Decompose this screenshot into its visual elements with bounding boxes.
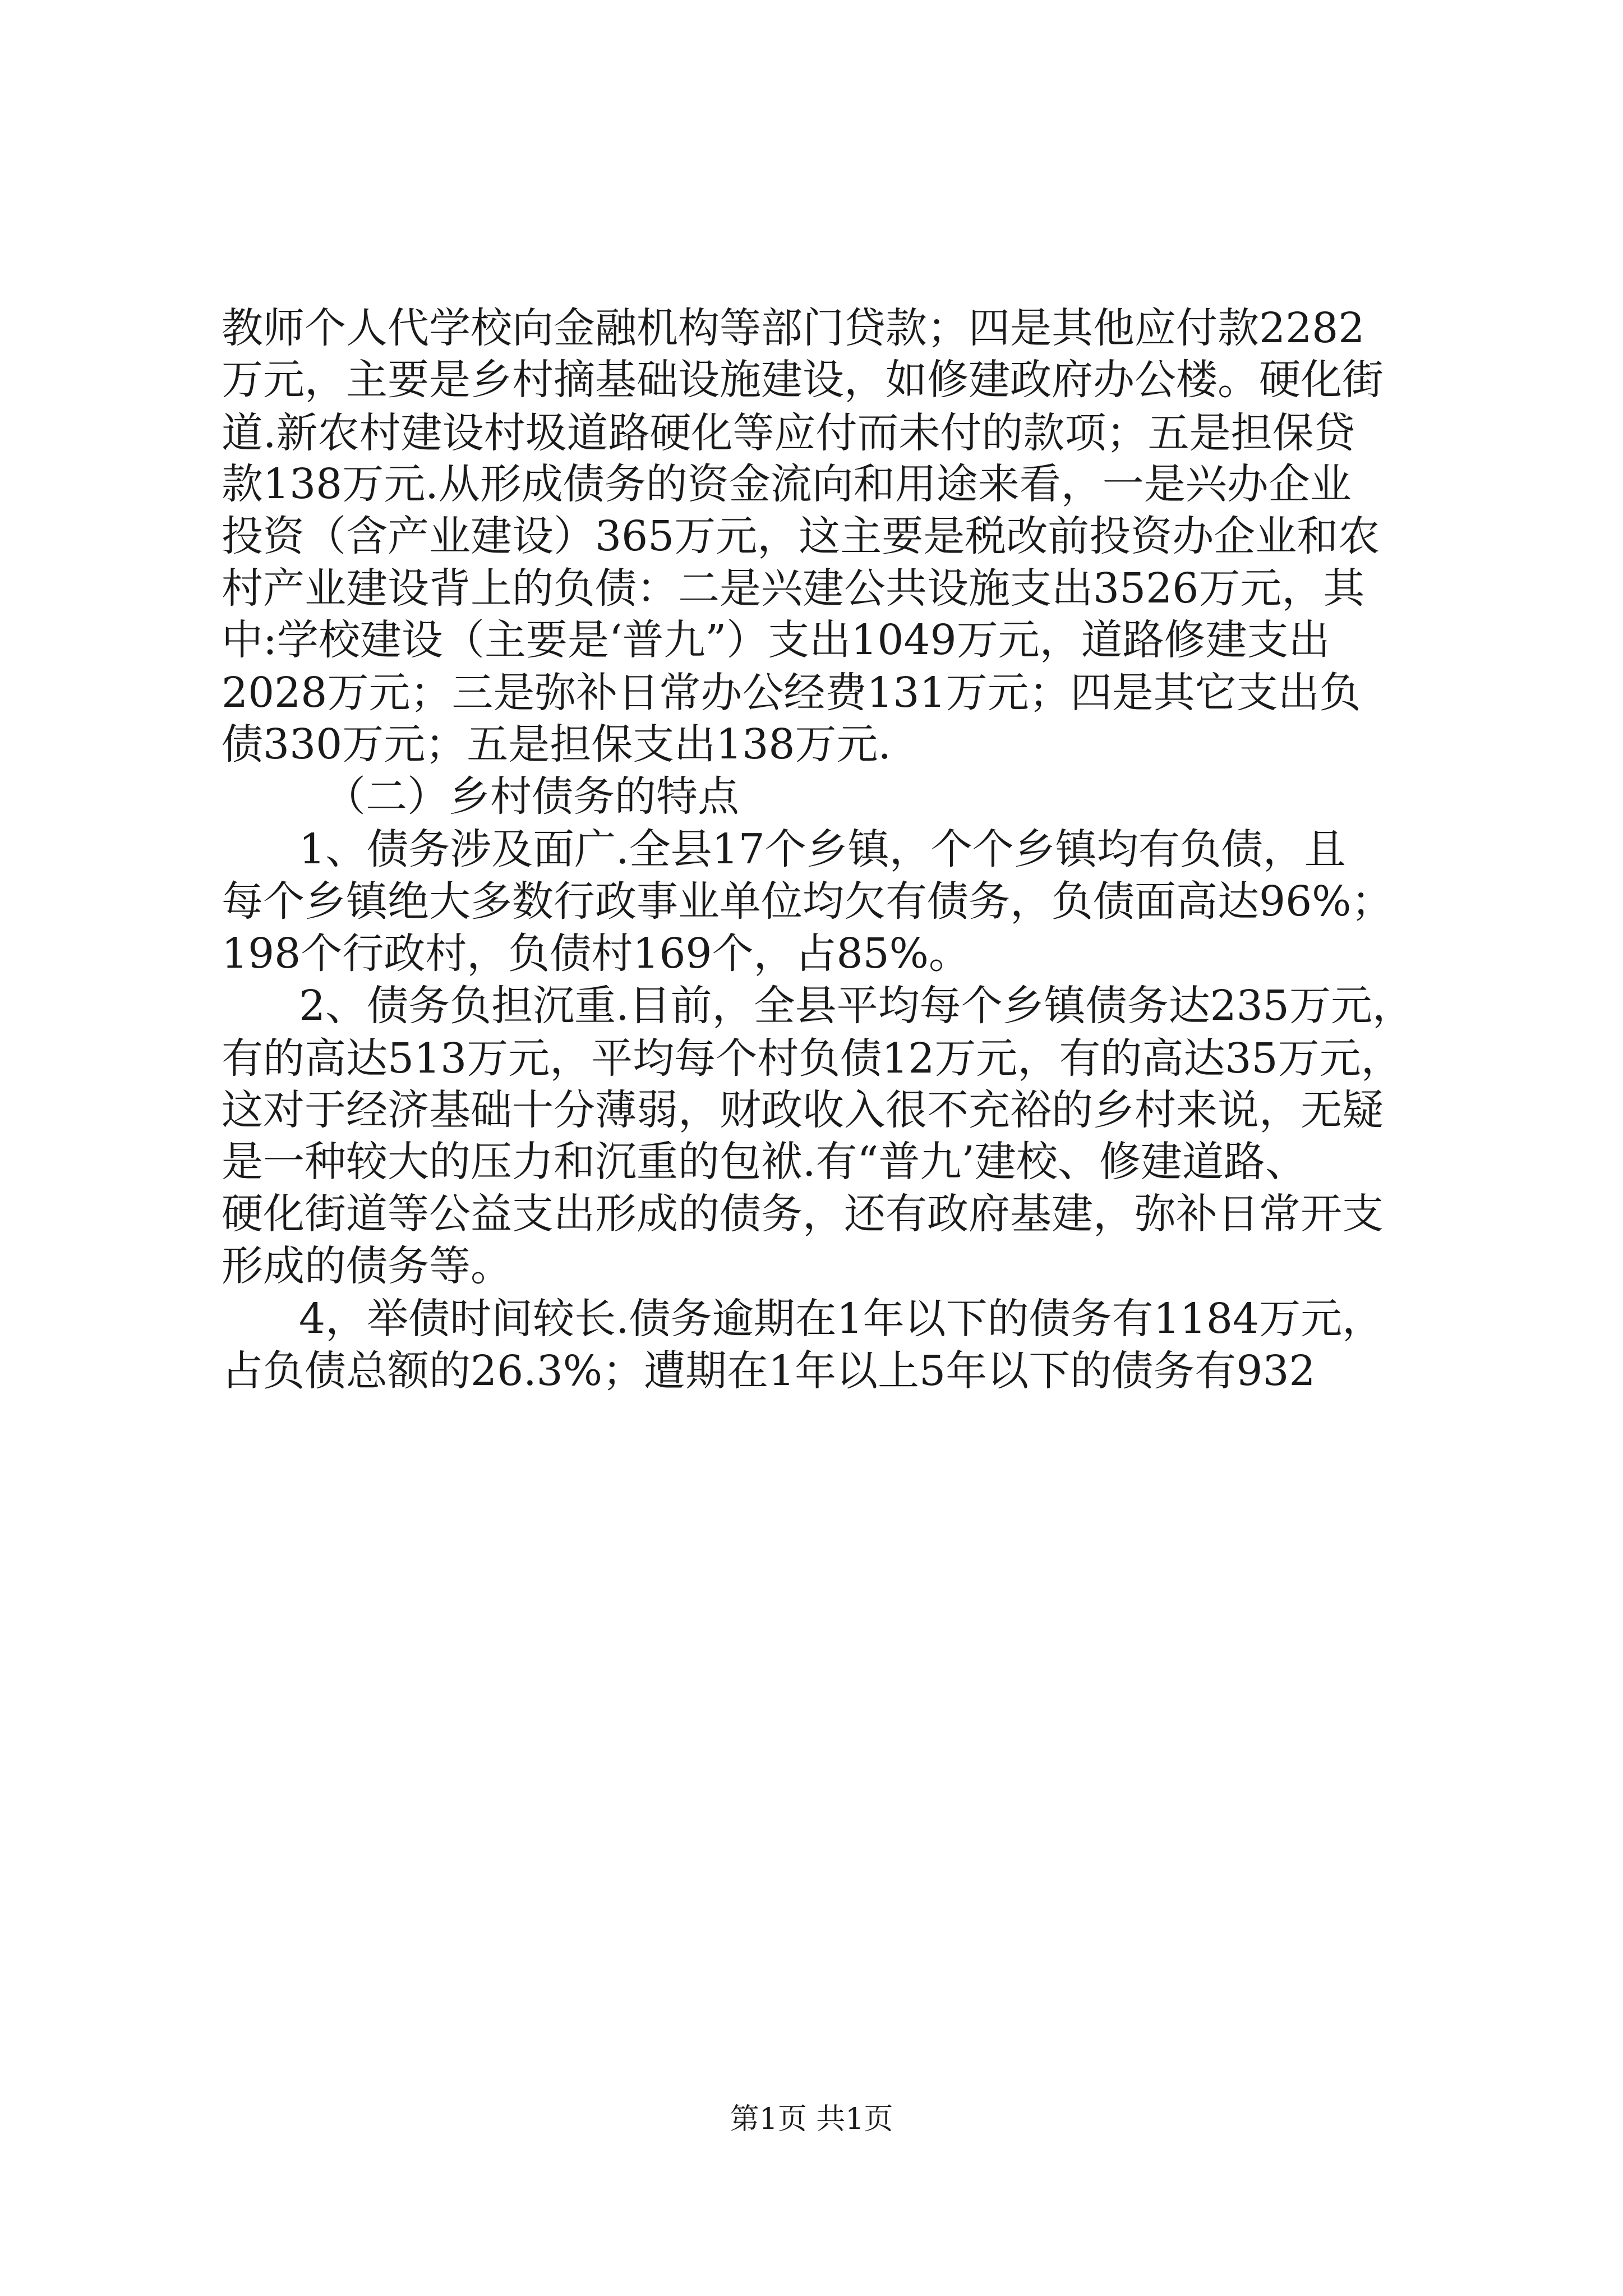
page-footer: 第1页 共1页: [730, 2102, 893, 2136]
body-line-18: 硬化街道等公益支出形成的债务，还有政府基建，弥补日常开支: [222, 1190, 1384, 1238]
body-line-12: 每个乡镇绝大多数行政事业单位均欠有债务，负债面高达96%；: [222, 877, 1393, 926]
body-line-17: 是一种较大的压力和沉重的包袱.有“普九’建校、修建道路、: [222, 1138, 1307, 1186]
body-line-2: 万元，主要是乡村摘基础设施建设，如修建政府办公楼。硬化街: [222, 356, 1384, 404]
body-line-5: 投资（含产业建设）365万元，这主要是税改前投资办企业和农: [222, 512, 1380, 560]
body-line-14: 2、债务负担沉重.目前，全县平均每个乡镇债务达235万元，: [299, 982, 1414, 1030]
body-line-19: 形成的债务等。: [222, 1242, 512, 1290]
body-line-16: 这对于经济基础十分薄弱，财政收入很不充裕的乡村来说，无疑: [222, 1086, 1384, 1134]
body-line-3: 道.新农村建设村圾道路硬化等应付而未付的款项；五是担保贷: [222, 409, 1355, 457]
body-line-21: 占负债总额的26.3%；遭期在1年以上5年以下的债务有932: [222, 1347, 1316, 1395]
body-line-11: 1、债务涉及面广.全县17个乡镇，个个乡镇均有负债，且: [299, 825, 1346, 873]
body-line-13: 198个行政村，负债村169个，占85%。: [222, 930, 970, 978]
body-line-1: 教师个人代学校向金融机构等部门贷款；四是其他应付款2282: [222, 304, 1365, 352]
body-line-20: 4，举债时间较长.债务逾期在1年以下的债务有1184万元，: [299, 1295, 1384, 1343]
body-line-4: 款138万元.从形成债务的资金流向和用途来看，一是兴办企业: [222, 460, 1352, 508]
section-heading: （二）乡村债务的特点: [324, 772, 739, 821]
body-line-15: 有的高达513万元，平均每个村负债12万元，有的高达35万元，: [222, 1034, 1403, 1083]
body-line-6: 村产业建设背上的负债：二是兴建公共设施支出3526万元，其: [222, 564, 1365, 613]
body-line-7: 中:学校建设（主要是‘普九”）支出1049万元，道路修建支出: [222, 616, 1330, 664]
body-line-9: 债330万元；五是担保支出138万元.: [222, 720, 892, 769]
body-line-8: 2028万元；三是弥补日常办公经费131万元；四是其它支出负: [222, 669, 1361, 717]
